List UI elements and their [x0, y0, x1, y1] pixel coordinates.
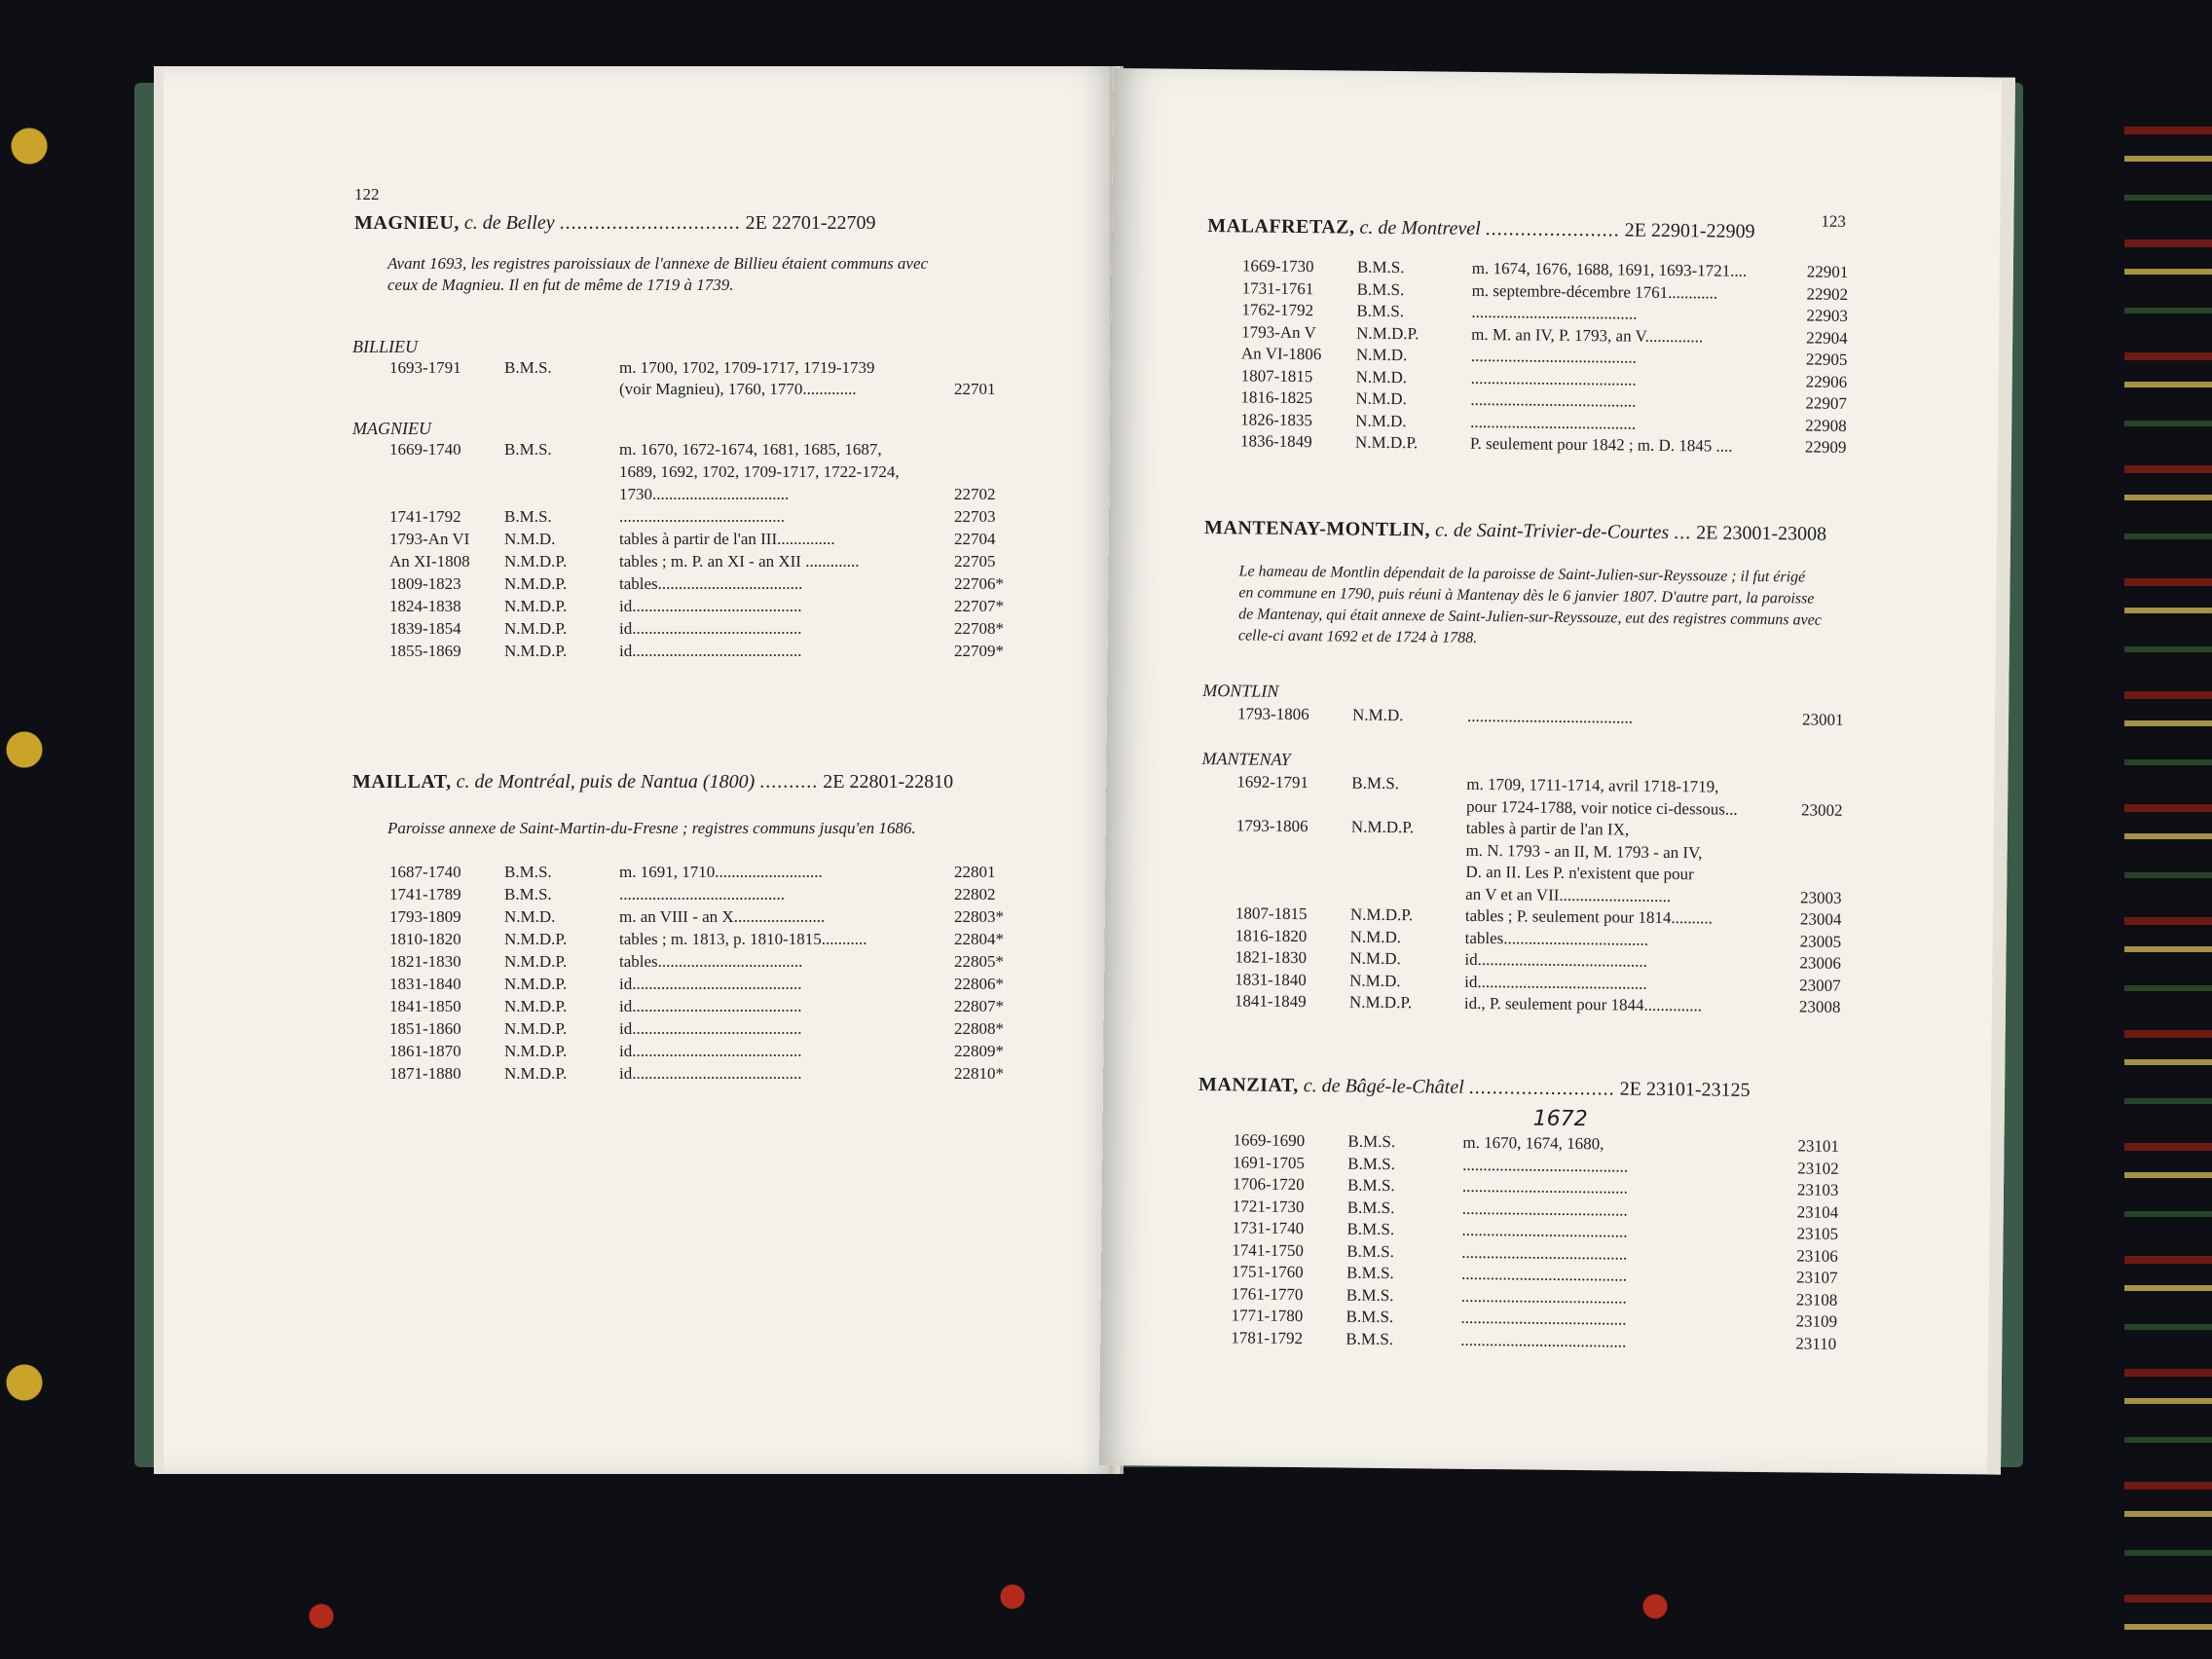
register-row	[1237, 704, 1938, 733]
register-period: 1669-1730	[1241, 256, 1314, 276]
register-gaps: id.........................................	[619, 1019, 802, 1038]
locality-label: MAGNIEU	[352, 419, 431, 438]
register-cote: 22907	[1805, 393, 1848, 413]
register-type: N.M.D.P.	[504, 1042, 568, 1060]
register-cote: 22807*	[954, 997, 1004, 1015]
register-period: 1807-1815	[1240, 365, 1313, 386]
register-gaps: id.........................................	[1464, 949, 1648, 971]
register-period: 1851-1860	[389, 1019, 461, 1038]
entry-range: 2E 22701-22709	[745, 212, 876, 234]
register-row	[389, 485, 1090, 507]
register-type: N.M.D.	[1355, 345, 1408, 365]
register-type: B.M.S.	[1351, 773, 1400, 793]
register-type: N.M.D.P.	[504, 1064, 568, 1083]
register-gaps: ........................................	[1466, 706, 1634, 727]
register-row	[389, 642, 1090, 664]
register-type: B.M.S.	[1346, 1198, 1395, 1217]
register-cote: 22901	[1806, 262, 1849, 281]
register-period: 1841-1849	[1234, 991, 1307, 1012]
register-gaps: ........................................	[619, 507, 785, 526]
register-gaps: ........................................	[1461, 1242, 1628, 1264]
register-row	[389, 952, 1090, 975]
locality-label: MANTENAY	[1201, 748, 1291, 769]
page-number: 123	[1821, 211, 1846, 231]
register-type: B.M.S.	[1346, 1285, 1394, 1305]
register-cote: 22706*	[954, 574, 1004, 593]
register-cote: 22809*	[954, 1042, 1004, 1060]
register-row	[389, 380, 1090, 401]
register-period: 1731-1740	[1232, 1218, 1305, 1238]
register-cote: 23001	[1801, 710, 1844, 729]
entry-note: Paroisse annexe de Saint-Martin-du-Fresne ; registres communs jusqu'en 1686.	[387, 819, 916, 837]
register-type: B.M.S.	[504, 440, 552, 459]
register-cote: 22808*	[954, 1019, 1004, 1038]
register-type: N.M.D.P.	[1356, 323, 1419, 343]
register-type: N.M.D.	[1351, 705, 1404, 725]
entry-heading-magnieu	[354, 212, 876, 235]
register-type: N.M.D.	[504, 907, 556, 926]
register-gaps: 1730.................................	[619, 485, 790, 503]
register-row	[389, 530, 1090, 552]
register-gaps: an V et an VII...........................	[1465, 884, 1672, 905]
register-cote: 23004	[1799, 909, 1842, 929]
register-gaps: id., P. seulement pour 1844..............	[1463, 993, 1703, 1015]
register-period: 1669-1740	[389, 440, 461, 459]
register-cote: 23006	[1799, 953, 1842, 973]
entry-note: Avant 1693, les registres paroissiaux de l'annexe de Billieu étaient communs avec ceux de Magnieu. Il en fut de même de 1719 à 1739.	[387, 254, 929, 294]
register-period: 1771-1780	[1231, 1306, 1304, 1326]
register-type: B.M.S.	[1346, 1219, 1395, 1239]
register-period: 1809-1823	[389, 574, 461, 593]
register-gaps: id.........................................	[619, 1064, 802, 1083]
register-gaps: ........................................	[1461, 1198, 1628, 1220]
register-cote: 22802	[954, 885, 996, 903]
register-period: 1831-1840	[389, 975, 461, 993]
entry-heading-mantenay-montlin	[1204, 517, 1826, 546]
register-cote: 23109	[1795, 1311, 1838, 1331]
handwritten-annotation: 1672	[1532, 1106, 1588, 1132]
register-gaps: ........................................	[1460, 1286, 1627, 1308]
register-period: 1824-1838	[389, 597, 461, 615]
register-period: 1793-An V	[1241, 321, 1316, 342]
entry-canton: c. de Belley	[463, 212, 555, 234]
register-type: N.M.D.	[1349, 927, 1402, 946]
register-gaps: ........................................	[1461, 1220, 1628, 1241]
register-gaps: id.........................................	[619, 997, 802, 1015]
register-gaps: m. 1691, 1710..........................	[619, 863, 823, 881]
register-gaps: ........................................	[1470, 346, 1638, 367]
register-gaps: id.........................................	[619, 975, 802, 993]
fabric-stripe	[2124, 88, 2212, 1659]
register-gaps: tables...................................	[1464, 928, 1649, 949]
entry-canton: c. de Montrevel	[1359, 216, 1481, 240]
register-period: 1741-1789	[389, 885, 461, 903]
register-gaps: ........................................	[1460, 1264, 1628, 1285]
register-period: 1793-An VI	[389, 530, 470, 548]
register-type: N.M.D.P.	[504, 574, 568, 593]
leader-dots: ...	[1674, 522, 1692, 544]
register-gaps: ........................................	[1470, 368, 1637, 389]
register-gaps: tables...................................	[619, 574, 803, 593]
register-type: N.M.D.	[504, 530, 556, 548]
register-cote: 23106	[1796, 1245, 1838, 1266]
register-cote: 23107	[1795, 1268, 1838, 1287]
register-cote: 23002	[1800, 799, 1843, 820]
register-cote: 23101	[1797, 1136, 1840, 1156]
entry-canton: c. de Saint-Trivier-de-Courtes	[1434, 519, 1670, 543]
register-cote: 23102	[1797, 1158, 1839, 1178]
register-gaps: ........................................	[1462, 1155, 1629, 1176]
register-gaps: tables ; m. 1813, p. 1810-1815...........	[619, 930, 867, 948]
register-period: 1692-1791	[1236, 772, 1309, 793]
register-row	[389, 1042, 1090, 1064]
entry-canton: c. de Bâgé-le-Châtel	[1303, 1075, 1464, 1098]
register-type: B.M.S.	[504, 863, 552, 881]
register-type: N.M.D.	[1349, 948, 1401, 969]
register-type: N.M.D.P.	[1350, 817, 1415, 837]
register-period: 1831-1840	[1235, 969, 1307, 989]
register-cote: 22902	[1806, 283, 1849, 304]
register-gaps: P. seulement pour 1842 ; m. D. 1845 ....	[1469, 433, 1733, 456]
register-gaps: m. N. 1793 - an II, M. 1793 - an IV,	[1465, 840, 1703, 862]
entry-range: 2E 22801-22810	[823, 771, 954, 793]
register-gaps: id.........................................	[619, 1042, 802, 1060]
register-row	[389, 907, 1090, 930]
register-gaps: ........................................	[1460, 1330, 1627, 1351]
register-cote: 23005	[1799, 931, 1842, 951]
register-cote: 22709*	[954, 642, 1004, 660]
leader-dots: ...............................	[559, 212, 741, 234]
register-gaps: 1689, 1692, 1702, 1709-1717, 1722-1724,	[619, 462, 900, 481]
register-period: 1839-1854	[389, 619, 461, 638]
register-gaps: ........................................	[1460, 1308, 1627, 1329]
register-type: B.M.S.	[1356, 257, 1405, 277]
register-period: 1721-1730	[1232, 1196, 1305, 1216]
register-period: 1816-1820	[1235, 925, 1308, 945]
register-gaps: id.........................................	[1464, 972, 1647, 993]
register-gaps: tables ; m. P. an XI - an XII .............	[619, 552, 860, 571]
register-row	[389, 552, 1090, 574]
register-type: N.M.D.P.	[1354, 432, 1419, 453]
entry-range: 2E 22901-22909	[1624, 219, 1755, 242]
register-period: 1836-1849	[1239, 431, 1312, 452]
entry-range: 2E 23001-23008	[1696, 522, 1827, 545]
register-type: N.M.D.	[1355, 388, 1407, 409]
register-type: N.M.D.	[1349, 971, 1401, 990]
register-row	[389, 930, 1090, 952]
register-gaps: ........................................	[1470, 389, 1637, 411]
register-type: B.M.S.	[1346, 1329, 1394, 1348]
register-row	[389, 975, 1090, 997]
register-gaps: ........................................	[1470, 412, 1637, 433]
register-period: An XI-1808	[389, 552, 470, 571]
register-cote: 23104	[1796, 1201, 1839, 1222]
register-period: 1687-1740	[389, 863, 461, 881]
register-gaps: m. an VIII - an X......................	[619, 907, 826, 926]
right-page	[1099, 68, 2015, 1475]
register-type: B.M.S.	[1346, 1307, 1394, 1327]
register-row	[389, 462, 1090, 485]
register-gaps: tables...................................	[619, 952, 803, 971]
register-type: B.M.S.	[504, 507, 552, 526]
register-gaps: tables à partir de l'an III..............	[619, 530, 835, 548]
register-gaps: m. 1670, 1672-1674, 1681, 1685, 1687,	[619, 440, 882, 459]
register-cote: 23008	[1798, 997, 1841, 1016]
register-gaps: m. 1670, 1674, 1680,	[1462, 1132, 1604, 1154]
register-type: N.M.D.P.	[504, 552, 568, 571]
entry-note: Le hameau de Montlin dépendait de la paroisse de Saint-Julien-sur-Reyssouze ; il fut érigé en commune en 1790, puis réuni à Mantenay dès le 6 janvier 1807. D'autre part, la paroisse de Mantenay, qui était annexe de Saint-Julien-sur-Reyssouze, eut des registres communs avec celle-ci avant 1692 et de 1724 à 1788.	[1237, 563, 1822, 646]
register-period: 1871-1880	[389, 1064, 461, 1083]
locality-label: MONTLIN	[1202, 680, 1279, 701]
register-type: B.M.S.	[1346, 1241, 1395, 1261]
register-type: N.M.D.P.	[504, 619, 568, 638]
register-period: 1810-1820	[389, 930, 461, 948]
entry-name: MAILLAT,	[352, 771, 452, 793]
register-type: N.M.D.P.	[1349, 904, 1414, 925]
register-period: 1691-1705	[1233, 1152, 1306, 1172]
register-period: 1781-1792	[1231, 1327, 1304, 1347]
register-type: B.M.S.	[504, 358, 552, 377]
register-gaps: ........................................	[1471, 302, 1638, 323]
register-gaps: pour 1724-1788, voir notice ci-dessous...	[1465, 796, 1738, 819]
entry-name: MAGNIEU,	[354, 212, 460, 234]
register-cote: 22909	[1804, 437, 1847, 457]
register-gaps: tables ; P. seulement pour 1814..........	[1464, 905, 1714, 928]
register-gaps: m. 1700, 1702, 1709-1717, 1719-1739	[619, 358, 875, 377]
register-row	[389, 597, 1090, 619]
leader-dots: .......................	[1485, 218, 1620, 241]
entry-name: MALAFRETAZ,	[1207, 215, 1355, 239]
register-type: N.M.D.P.	[1348, 992, 1413, 1013]
register-row	[389, 1019, 1090, 1042]
register-cote: 22805*	[954, 952, 1004, 971]
locality-label: BILLIEU	[352, 337, 418, 356]
register-type: N.M.D.	[1355, 367, 1408, 387]
register-gaps: id.........................................	[619, 642, 802, 660]
register-period: 1761-1770	[1231, 1283, 1304, 1304]
register-cote: 22704	[954, 530, 996, 548]
register-period: 1793-1806	[1236, 704, 1309, 724]
register-gaps: ........................................	[619, 885, 785, 903]
register-gaps: ........................................	[1461, 1176, 1629, 1198]
register-cote: 22803*	[954, 907, 1004, 926]
register-cote: 22707*	[954, 597, 1004, 615]
register-gaps: (voir Magnieu), 1760, 1770.............	[619, 380, 857, 398]
register-type: N.M.D.P.	[504, 952, 568, 971]
register-cote: 23108	[1795, 1289, 1838, 1309]
register-cote: 22701	[954, 380, 996, 398]
register-type: B.M.S.	[1346, 1175, 1395, 1196]
register-gaps: id.........................................	[619, 597, 802, 615]
page-number: 122	[354, 185, 380, 203]
register-gaps: m. 1709, 1711-1714, avril 1718-1719,	[1466, 774, 1719, 796]
register-cote: 22908	[1805, 415, 1847, 435]
register-cote: 23003	[1800, 887, 1842, 907]
register-type: B.M.S.	[1356, 301, 1405, 321]
entry-heading-maillat	[352, 771, 953, 793]
register-type: B.M.S.	[1347, 1131, 1396, 1152]
register-gaps: D. an II. Les P. n'existent que pour	[1465, 862, 1694, 884]
register-cote: 22708*	[954, 619, 1004, 638]
register-type: N.M.D.P.	[504, 1019, 568, 1038]
register-type: N.M.D.P.	[504, 642, 568, 660]
register-cote: 22810*	[954, 1064, 1004, 1083]
register-gaps: m. M. an IV, P. 1793, an V..............	[1471, 324, 1704, 346]
register-cote: 23103	[1796, 1180, 1839, 1199]
register-gaps: m. 1674, 1676, 1688, 1691, 1693-1721....	[1471, 258, 1748, 280]
register-period: 1841-1850	[389, 997, 461, 1015]
entry-heading-malafretaz	[1207, 215, 1755, 243]
register-type: N.M.D.P.	[504, 597, 568, 615]
register-gaps: tables à partir de l'an IX,	[1465, 818, 1630, 839]
register-period: 1706-1720	[1232, 1174, 1305, 1195]
register-period: 1816-1825	[1240, 387, 1313, 408]
register-period: 1826-1835	[1240, 409, 1313, 429]
register-cote: 22703	[954, 507, 996, 526]
register-row	[389, 997, 1090, 1019]
register-period: 1741-1750	[1232, 1239, 1305, 1260]
entry-heading-manziat	[1198, 1074, 1751, 1102]
register-row	[389, 574, 1090, 597]
register-type: N.M.D.P.	[504, 975, 568, 993]
register-type: B.M.S.	[1346, 1263, 1394, 1283]
register-type: B.M.S.	[1347, 1154, 1396, 1173]
register-cote: 22705	[954, 552, 996, 571]
register-cote: 22806*	[954, 975, 1004, 993]
entry-name: MANTENAY-MONTLIN,	[1203, 517, 1431, 541]
register-row	[389, 885, 1090, 907]
register-cote: 22906	[1805, 371, 1848, 391]
entry-name: MANZIAT,	[1198, 1073, 1299, 1097]
register-period: 1762-1792	[1241, 300, 1314, 320]
register-type: N.M.D.	[1355, 411, 1407, 430]
entry-canton: c. de Montréal, puis de Nantua (1800)	[456, 771, 756, 793]
leader-dots: .........................	[1468, 1076, 1615, 1100]
register-period: 1741-1792	[389, 507, 461, 526]
register-period: 1855-1869	[389, 642, 461, 660]
register-row	[389, 440, 1090, 462]
register-cote: 22905	[1805, 350, 1848, 369]
register-type: B.M.S.	[1356, 279, 1405, 299]
register-period: 1807-1815	[1235, 903, 1308, 924]
register-period: 1821-1830	[389, 952, 461, 971]
register-gaps: id.........................................	[619, 619, 802, 638]
register-period: An VI-1806	[1240, 344, 1322, 364]
register-cote: 23105	[1796, 1224, 1839, 1243]
register-period: 1731-1761	[1241, 277, 1314, 298]
register-cote: 23110	[1795, 1333, 1837, 1353]
register-row	[389, 358, 1090, 380]
register-cote: 22903	[1806, 306, 1848, 325]
register-cote: 23007	[1799, 975, 1841, 995]
register-period: 1861-1870	[389, 1042, 461, 1060]
register-cote: 22804*	[954, 930, 1004, 948]
register-type: N.M.D.P.	[504, 997, 568, 1015]
register-cote: 22702	[954, 485, 996, 503]
register-period: 1793-1809	[389, 907, 461, 926]
register-row	[389, 863, 1090, 885]
entry-range: 2E 23101-23125	[1619, 1078, 1751, 1101]
register-gaps: m. septembre-décembre 1761............	[1471, 280, 1718, 303]
register-period: 1693-1791	[389, 358, 461, 377]
register-period: 1669-1690	[1233, 1130, 1306, 1151]
register-row	[389, 619, 1090, 642]
register-row	[389, 1064, 1090, 1087]
register-period: 1821-1830	[1235, 947, 1308, 968]
register-cote: 22801	[954, 863, 996, 881]
register-period: 1793-1806	[1235, 816, 1309, 836]
leader-dots: ..........	[759, 771, 819, 793]
register-type: N.M.D.P.	[504, 930, 568, 948]
left-page	[154, 66, 1124, 1474]
register-period: 1751-1760	[1231, 1262, 1304, 1282]
register-type: B.M.S.	[504, 885, 552, 903]
register-row	[389, 507, 1090, 530]
register-cote: 22904	[1806, 327, 1848, 348]
